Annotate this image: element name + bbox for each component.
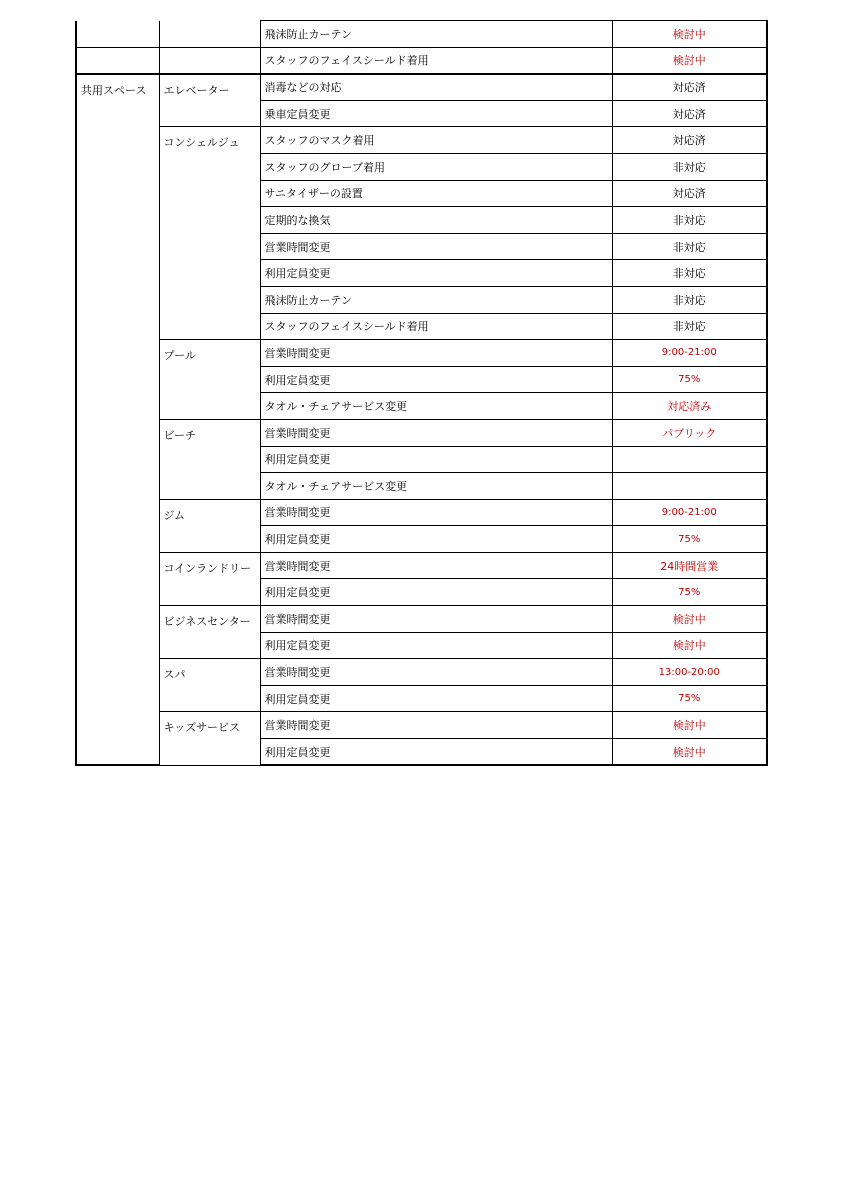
subcategory-cell: プール <box>159 340 260 420</box>
subcategory-cell <box>159 21 260 48</box>
item-cell: 飛沫防止カーテン <box>260 286 612 313</box>
status-cell <box>612 446 767 473</box>
table-row <box>76 606 767 633</box>
status-cell: 検討中 <box>612 606 767 633</box>
status-cell: 非対応 <box>612 313 767 340</box>
category-cell <box>76 47 159 74</box>
item-cell: 利用定員変更 <box>260 685 612 712</box>
status-cell: 検討中 <box>612 712 767 739</box>
item-cell: 営業時間変更 <box>260 606 612 633</box>
status-cell: 非対応 <box>612 286 767 313</box>
status-cell: パブリック <box>612 419 767 446</box>
status-cell: 非対応 <box>612 260 767 287</box>
item-cell: タオル・チェアサービス変更 <box>260 473 612 500</box>
status-cell: 非対応 <box>612 207 767 234</box>
item-cell: タオル・チェアサービス変更 <box>260 393 612 420</box>
subcategory-cell: ビーチ <box>159 419 260 499</box>
item-cell: 営業時間変更 <box>260 552 612 579</box>
table-row <box>76 659 767 686</box>
status-cell: 対応済 <box>612 127 767 154</box>
status-cell: 非対応 <box>612 153 767 180</box>
table-row <box>76 419 767 446</box>
item-cell: 営業時間変更 <box>260 419 612 446</box>
measures-table-body <box>76 21 767 766</box>
status-cell: 9:00-21:00 <box>612 340 767 367</box>
status-cell: 検討中 <box>612 739 767 766</box>
subcategory-cell: ビジネスセンター <box>159 606 260 659</box>
item-cell: 利用定員変更 <box>260 739 612 766</box>
item-cell: 利用定員変更 <box>260 446 612 473</box>
item-cell: スタッフのグローブ着用 <box>260 153 612 180</box>
status-cell: 75% <box>612 526 767 553</box>
item-cell: 利用定員変更 <box>260 632 612 659</box>
item-cell: サニタイザーの設置 <box>260 180 612 207</box>
item-cell: スタッフのマスク着用 <box>260 127 612 154</box>
item-cell: 営業時間変更 <box>260 233 612 260</box>
status-cell: 75% <box>612 366 767 393</box>
subcategory-cell: コインランドリー <box>159 552 260 605</box>
table-row <box>76 127 767 154</box>
status-cell: 9:00-21:00 <box>612 499 767 526</box>
item-cell: 営業時間変更 <box>260 499 612 526</box>
subcategory-cell: スパ <box>159 659 260 712</box>
subcategory-cell <box>159 47 260 74</box>
item-cell: 営業時間変更 <box>260 659 612 686</box>
subcategory-cell: キッズサービス <box>159 712 260 765</box>
table-row <box>76 340 767 367</box>
status-cell: 75% <box>612 685 767 712</box>
item-cell: 利用定員変更 <box>260 579 612 606</box>
status-cell: 24時間営業 <box>612 552 767 579</box>
table-row <box>76 47 767 74</box>
status-cell: 75% <box>612 579 767 606</box>
subcategory-cell: エレベーター <box>159 74 260 127</box>
subcategory-cell: ジム <box>159 499 260 552</box>
status-cell: 対応済み <box>612 393 767 420</box>
status-cell: 検討中 <box>612 632 767 659</box>
category-cell: 共用スペース <box>76 74 159 765</box>
status-cell: 13:00-20:00 <box>612 659 767 686</box>
item-cell: 営業時間変更 <box>260 340 612 367</box>
status-cell: 非対応 <box>612 233 767 260</box>
status-cell: 対応済 <box>612 180 767 207</box>
table-row <box>76 552 767 579</box>
item-cell: 利用定員変更 <box>260 526 612 553</box>
status-cell: 対応済 <box>612 100 767 127</box>
table-row <box>76 712 767 739</box>
item-cell: 定期的な換気 <box>260 207 612 234</box>
table-row <box>76 74 767 101</box>
subcategory-cell: コンシェルジュ <box>159 127 260 340</box>
item-cell: 利用定員変更 <box>260 260 612 287</box>
item-cell: スタッフのフェイスシールド着用 <box>260 47 612 74</box>
measures-table <box>75 20 768 766</box>
item-cell: 消毒などの対応 <box>260 74 612 101</box>
item-cell: 利用定員変更 <box>260 366 612 393</box>
item-cell: 営業時間変更 <box>260 712 612 739</box>
status-cell: 検討中 <box>612 47 767 74</box>
status-cell: 対応済 <box>612 74 767 101</box>
item-cell: 飛沫防止カーテン <box>260 21 612 48</box>
status-cell <box>612 473 767 500</box>
status-cell: 検討中 <box>612 21 767 48</box>
table-row <box>76 499 767 526</box>
table-row <box>76 21 767 48</box>
category-cell <box>76 21 159 48</box>
item-cell: 乗車定員変更 <box>260 100 612 127</box>
item-cell: スタッフのフェイスシールド着用 <box>260 313 612 340</box>
